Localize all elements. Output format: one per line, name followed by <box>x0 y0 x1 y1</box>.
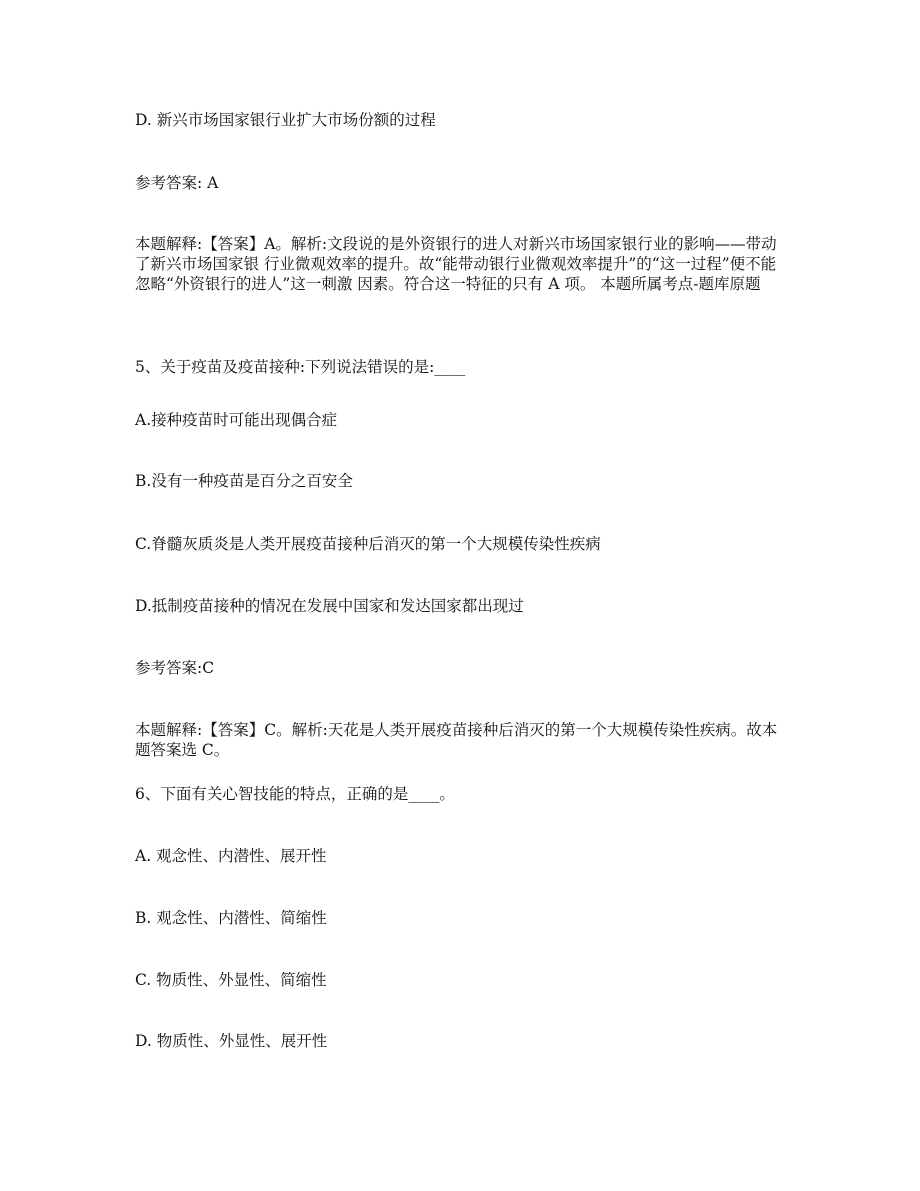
q5-option-a: A.接种疫苗时可能出现偶合症 <box>135 411 338 429</box>
q5-explanation: 本题解释:【答案】C。解析:天花是人类开展疫苗接种后消灭的第一个大规模传染性疾病。故本题答案选 C。 <box>135 721 778 759</box>
q5-option-d: D.抵制疫苗接种的情况在发展中国家和发达国家都出现过 <box>135 597 524 615</box>
q5-answer: 参考答案:C <box>135 659 215 677</box>
q4-option-d: D. 新兴市场国家银行业扩大市场份额的过程 <box>135 111 436 129</box>
q6-option-a: A. 观念性、内潜性、展开性 <box>135 847 327 865</box>
q5-question: 5、关于疫苗及疫苗接种:下列说法错误的是:____ <box>135 358 466 376</box>
q5-option-c: C.脊髓灰质炎是人类开展疫苗接种后消灭的第一个大规模传染性疾病 <box>135 535 601 553</box>
q4-answer: 参考答案: A <box>135 174 219 192</box>
q4-explanation: 本题解释:【答案】A。解析:文段说的是外资银行的进人对新兴市场国家银行业的影响——带动了新兴市场国家银 行业微观效率的提升。故“能带动银行业微观效率提升”的“这一过程”便不能忽略“外资银行的进人”这一刺激 因素。符合这一特征的只有 A 项。 本题所属考点-题库原题 <box>135 235 777 293</box>
q5-option-b: B.没有一种疫苗是百分之百安全 <box>135 472 353 490</box>
q6-question: 6、下面有关心智技能的特点，正确的是____。 <box>135 785 455 803</box>
q6-option-d: D. 物质性、外显性、展开性 <box>135 1032 328 1050</box>
q6-option-c: C. 物质性、外显性、简缩性 <box>135 971 327 989</box>
q6-option-b: B. 观念性、内潜性、简缩性 <box>135 909 327 927</box>
